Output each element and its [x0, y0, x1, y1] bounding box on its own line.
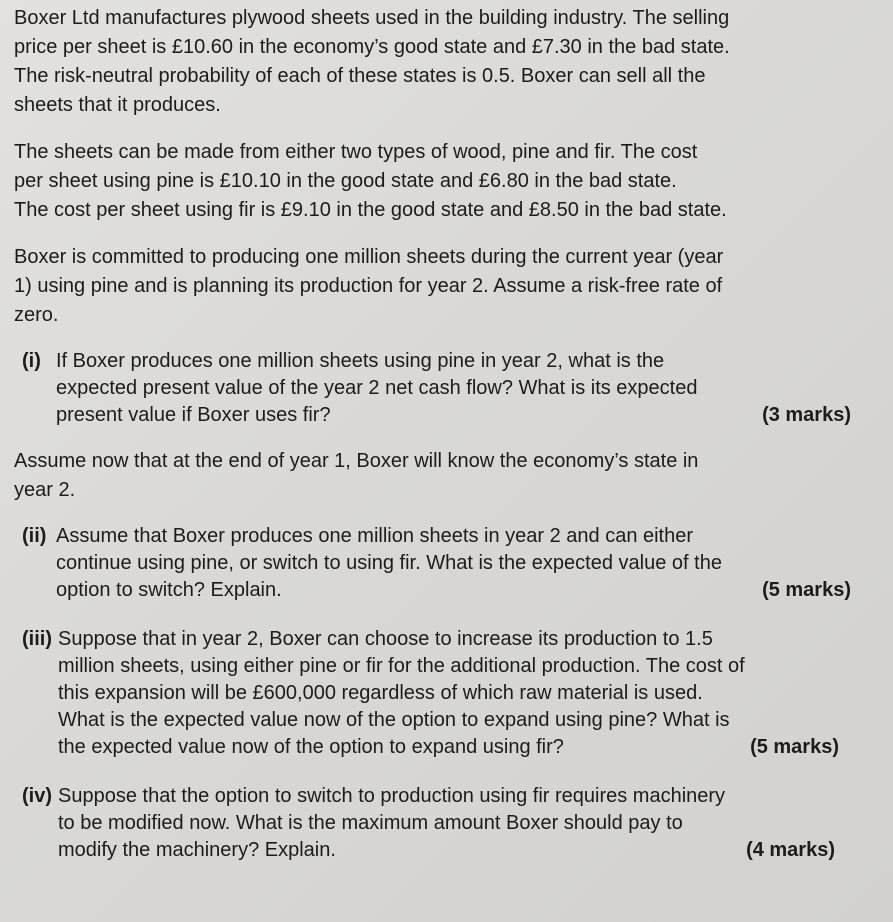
text-line: modify the machinery? Explain. — [58, 839, 336, 861]
text-line: per sheet using pine is £10.10 in the good state and £6.80 in the bad state. — [14, 170, 677, 192]
text-line: option to switch? Explain. — [56, 579, 282, 601]
text-line: to be modified now. What is the maximum amount Boxer should pay to — [58, 812, 683, 834]
text-line: price per sheet is £10.60 in the economy’s good state and £7.30 in the bad state. — [14, 36, 730, 58]
question-number: (iv) — [22, 785, 52, 807]
question-text — [14, 348, 879, 429]
text-line: Suppose that in year 2, Boxer can choose to increase its production to 1.5 — [58, 628, 713, 650]
text-line: year 2. — [14, 479, 76, 501]
question-iii — [14, 626, 879, 761]
marks-label: (5 marks) — [762, 579, 851, 601]
text-line: continue using pine, or switch to using fir. What is the expected value of the — [56, 552, 722, 574]
text-line: expected present value of the year 2 net cash flow? What is its expected — [56, 377, 698, 399]
question-ii — [14, 523, 879, 604]
question-text — [14, 523, 879, 604]
question-iv — [14, 783, 879, 864]
text-line: The cost per sheet using fir is £9.10 in the good state and £8.50 in the bad state. — [14, 199, 727, 221]
commitment-paragraph — [14, 243, 879, 330]
costs-paragraph — [14, 138, 879, 225]
text-line: The risk-neutral probability of each of these states is 0.5. Boxer can sell all the — [14, 65, 706, 87]
text-line: Assume that Boxer produces one million sheets in year 2 and can either — [56, 525, 694, 547]
question-number: (iii) — [22, 628, 52, 650]
assumption-paragraph — [14, 447, 879, 505]
text-line: Suppose that the option to switch to production using fir requires machinery — [58, 785, 726, 807]
intro-paragraph — [14, 4, 879, 120]
question-number: (i) — [22, 350, 41, 372]
marks-label: (4 marks) — [746, 839, 835, 861]
text-line: Boxer Ltd manufactures plywood sheets used in the building industry. The selling — [14, 7, 730, 29]
question-i — [14, 348, 879, 429]
marks-label: (5 marks) — [750, 736, 839, 758]
text-line: What is the expected value now of the option to expand using pine? What is — [58, 709, 730, 731]
text-line: If Boxer produces one million sheets using pine in year 2, what is the — [56, 350, 665, 372]
text-line: the expected value now of the option to expand using fir? — [58, 736, 564, 758]
text-line: present value if Boxer uses fir? — [56, 404, 331, 426]
text-line: Boxer is committed to producing one million sheets during the current year (year — [14, 246, 724, 268]
text-line: sheets that it produces. — [14, 94, 221, 116]
text-line: million sheets, using either pine or fir for the additional production. The cost of — [58, 655, 745, 677]
text-line: 1) using pine and is planning its production for year 2. Assume a risk-free rate of — [14, 275, 723, 297]
text-line: zero. — [14, 304, 59, 326]
text-line: Assume now that at the end of year 1, Boxer will know the economy’s state in — [14, 450, 699, 472]
text-line: The sheets can be made from either two types of wood, pine and fir. The cost — [14, 141, 698, 163]
question-number: (ii) — [22, 525, 47, 547]
text-line: this expansion will be £600,000 regardless of which raw material is used. — [58, 682, 703, 704]
marks-label: (3 marks) — [762, 404, 851, 426]
